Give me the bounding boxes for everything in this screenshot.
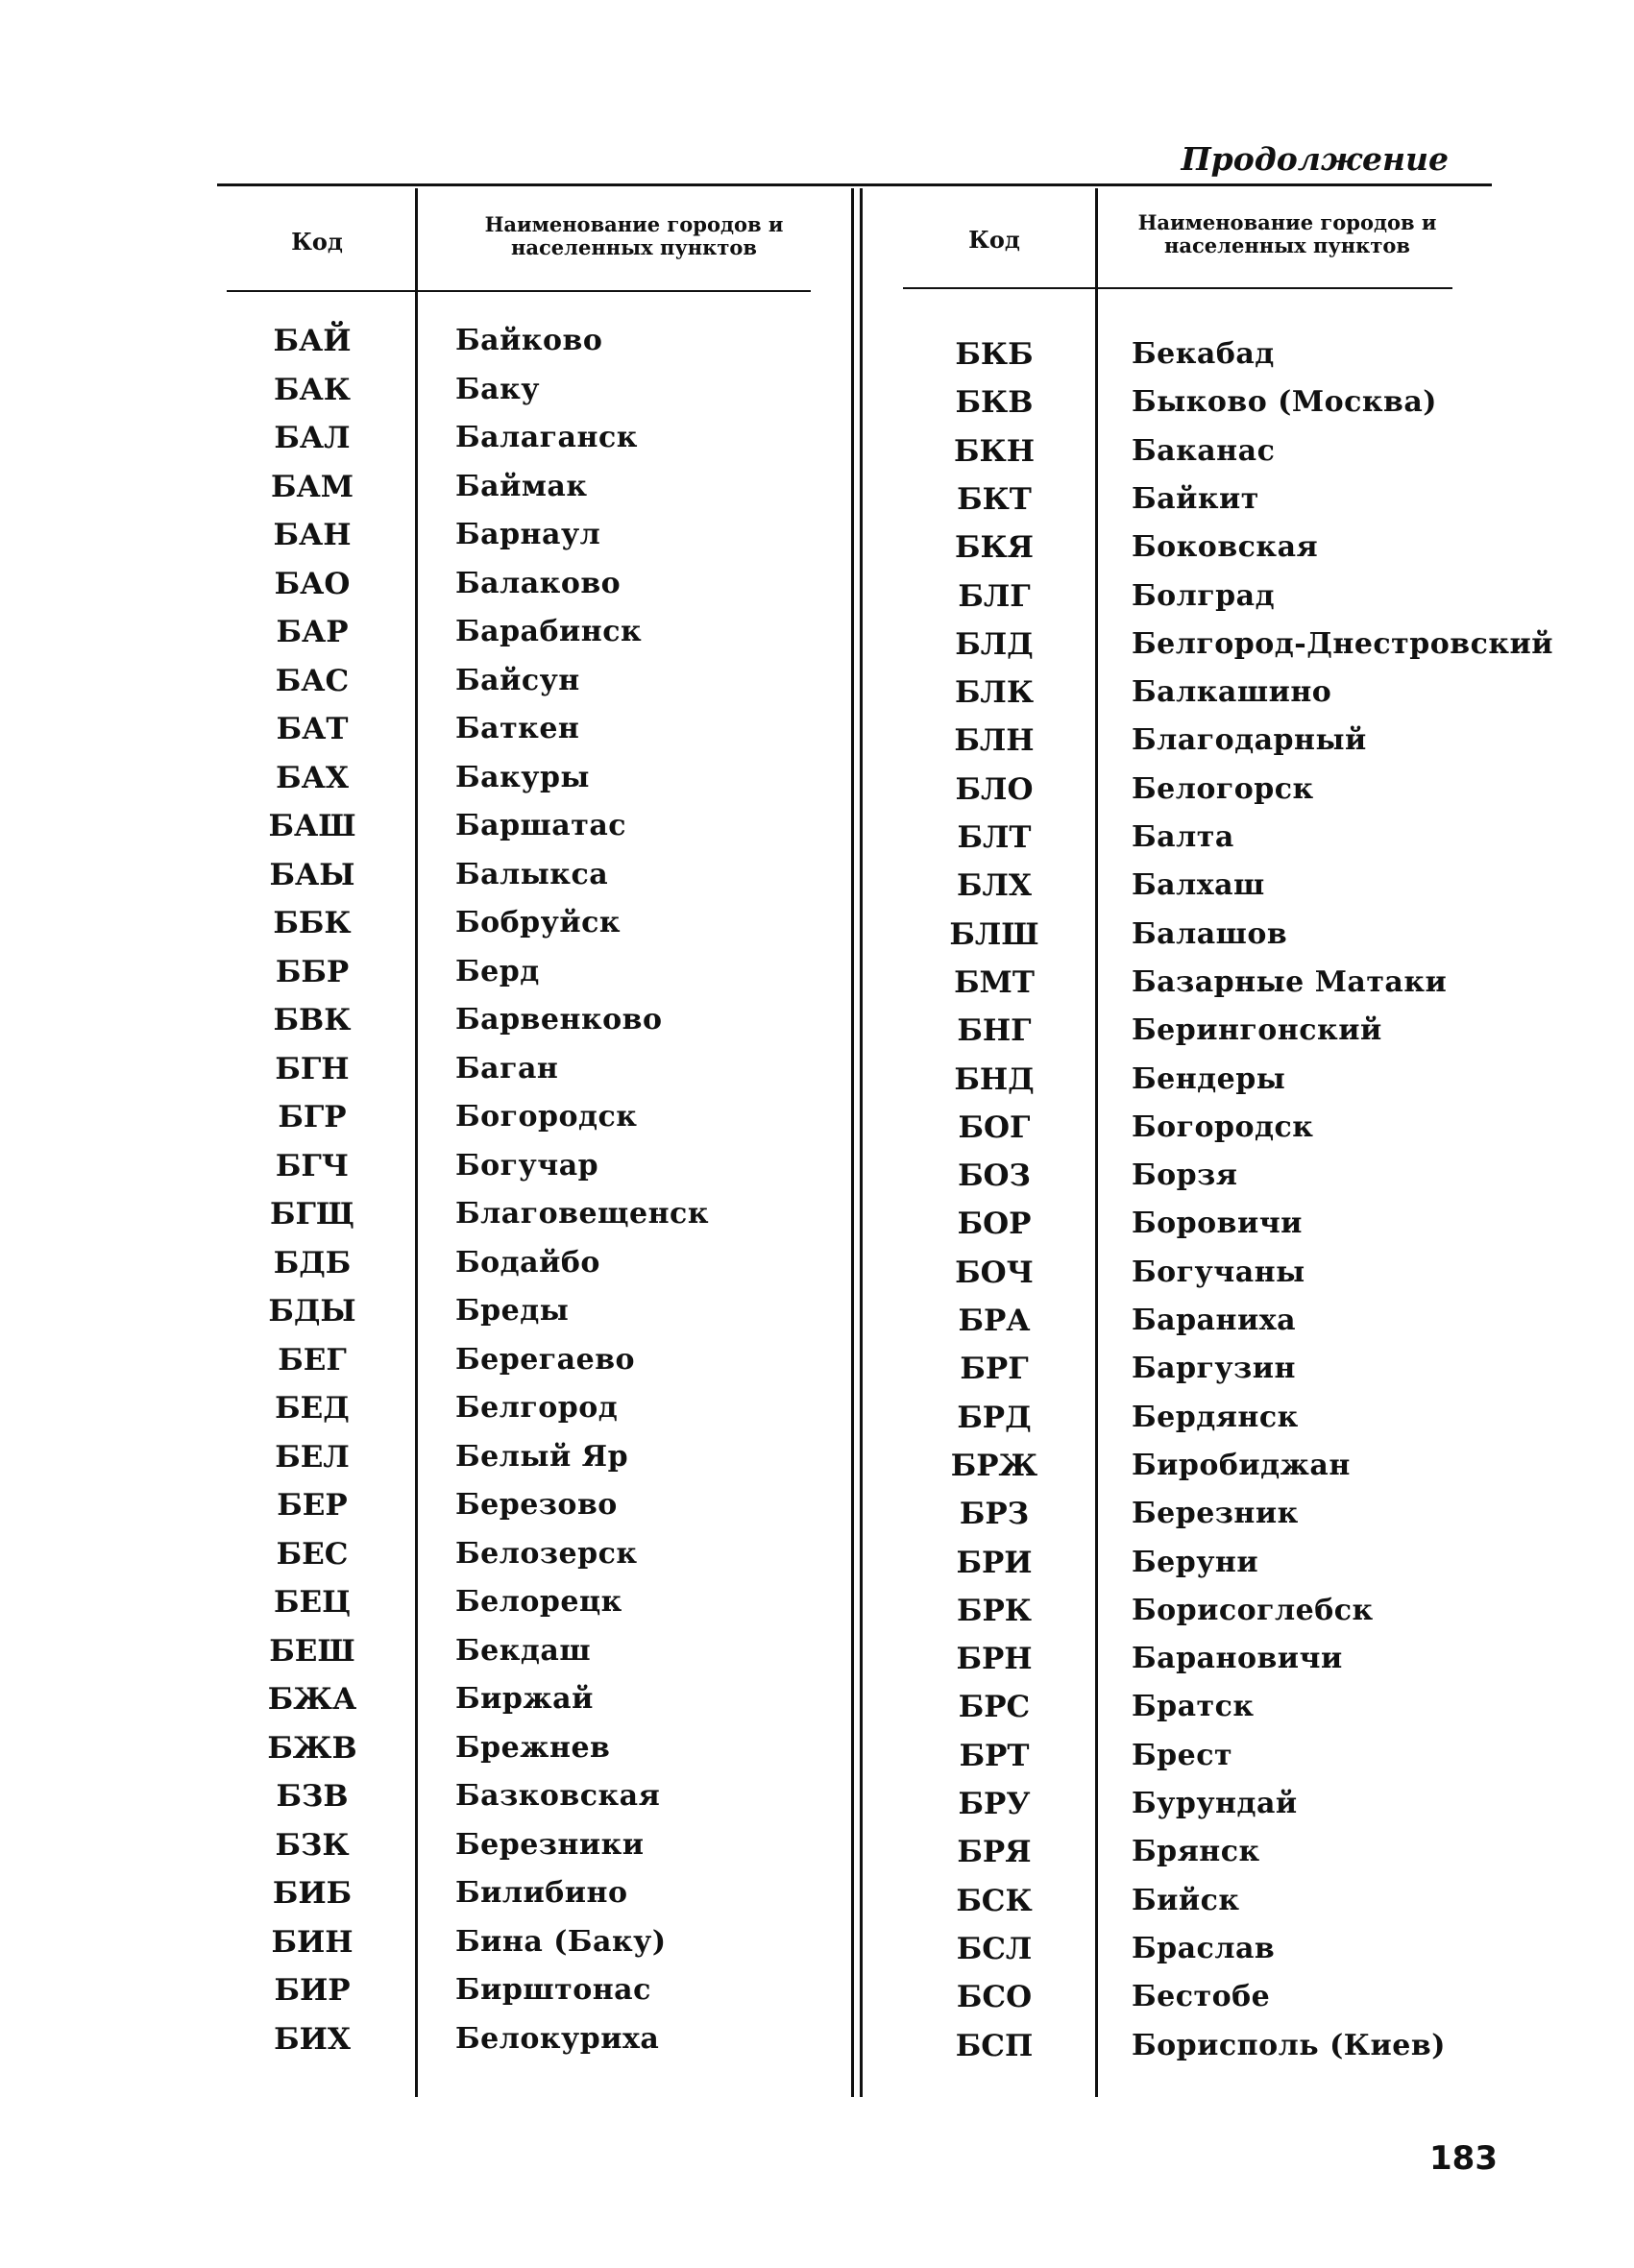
row-name: Базковская	[455, 1779, 661, 1813]
row-name: Боровичи	[1132, 1207, 1303, 1241]
row-code: БВК	[273, 1003, 352, 1037]
row-name: Белгород-Днестровский	[1132, 626, 1554, 661]
row-name: Березово	[455, 1488, 618, 1522]
row-name: Бобруйск	[455, 906, 622, 939]
row-name: Балашов	[1132, 916, 1288, 951]
row-name: Бендеры	[1132, 1061, 1286, 1096]
row-name: Биробиджан	[1132, 1448, 1351, 1482]
row-name: Балаково	[455, 566, 622, 600]
row-code: БЛН	[954, 723, 1035, 759]
row-name: Баткен	[455, 712, 580, 745]
header-name-line1: Наименование городов и	[484, 212, 784, 236]
row-code: БРЯ	[957, 1835, 1032, 1870]
row-name: Баку	[455, 372, 540, 406]
row-code: БДБ	[273, 1245, 352, 1280]
row-name: Барнаул	[455, 518, 601, 551]
row-code: БАО	[274, 566, 351, 601]
row-code: БЕД	[275, 1391, 350, 1426]
row-code: БКН	[954, 433, 1035, 469]
row-code: БАМ	[270, 469, 354, 504]
row-code: БЕЦ	[273, 1585, 352, 1620]
row-name: Богучар	[455, 1148, 599, 1183]
row-name: Бреды	[455, 1294, 570, 1328]
page-number: 183	[1429, 2139, 1498, 2178]
row-name: Благодарный	[1132, 723, 1367, 758]
header-rule-right	[903, 287, 1452, 289]
row-code: БЗК	[275, 1827, 350, 1863]
row-code: БАТ	[276, 712, 349, 746]
row-code: БДЫ	[268, 1294, 356, 1329]
row-code: БСЛ	[956, 1931, 1033, 1966]
row-code: БАЙ	[273, 324, 352, 358]
row-name: Браслав	[1132, 1931, 1276, 1965]
row-name: Борисоглебск	[1132, 1593, 1374, 1627]
row-code: БРА	[958, 1304, 1031, 1338]
row-code: БИР	[274, 1973, 351, 2008]
row-name: Баршатас	[455, 809, 627, 842]
row-name: Бирштонас	[455, 1973, 651, 2007]
row-name: Белозерск	[455, 1536, 638, 1571]
row-code: БЕГ	[278, 1342, 347, 1378]
row-code: БРЖ	[950, 1448, 1038, 1483]
row-name: Балхаш	[1132, 868, 1265, 903]
header-name-line2: населенных пунктов	[1164, 233, 1410, 257]
row-code: БРК	[957, 1593, 1032, 1628]
row-code: БЛХ	[957, 868, 1032, 904]
row-name: Бестобе	[1132, 1980, 1271, 2014]
row-name: Борзя	[1132, 1158, 1238, 1193]
row-code: БАЫ	[269, 857, 355, 892]
row-name: Балаганск	[455, 421, 638, 454]
row-code: БНД	[954, 1061, 1035, 1097]
row-name: Берегаево	[455, 1342, 636, 1377]
row-code: БРТ	[959, 1738, 1030, 1773]
row-name: Бийск	[1132, 1883, 1240, 1917]
row-code: БИХ	[274, 2021, 351, 2057]
header-name-right	[1105, 211, 1470, 257]
row-code: БРС	[958, 1690, 1031, 1725]
row-code: БЛК	[954, 675, 1035, 711]
row-name: Белокуриха	[455, 2021, 660, 2056]
row-code: БГЩ	[270, 1197, 354, 1232]
row-name: Баргузин	[1132, 1352, 1296, 1386]
row-code: ББР	[275, 954, 350, 989]
row-name: Балыкса	[455, 857, 609, 891]
row-code: БИН	[271, 1924, 354, 1960]
row-name: Базарные Матаки	[1132, 964, 1448, 999]
row-code: БЖВ	[267, 1730, 357, 1766]
row-name: Богородск	[1132, 1110, 1314, 1144]
row-name: Берд	[455, 954, 540, 988]
row-code: БНГ	[957, 1013, 1032, 1049]
row-name: Брянск	[1132, 1835, 1260, 1869]
row-name: Байкит	[1132, 481, 1259, 516]
row-code: БАС	[275, 663, 350, 698]
header-name-line2: населенных пунктов	[511, 235, 757, 259]
row-code: БМТ	[954, 964, 1035, 1000]
row-name: Борисполь (Киев)	[1132, 2028, 1446, 2062]
row-code: БСО	[956, 1980, 1033, 2015]
row-name: Белгород	[455, 1391, 619, 1425]
row-name: Бердянск	[1132, 1400, 1299, 1434]
header-rule-left	[227, 290, 811, 292]
column-divider-left	[415, 188, 418, 2097]
row-code: БАШ	[268, 809, 356, 843]
row-name: Барановичи	[1132, 1642, 1343, 1676]
row-name: Бекдаш	[455, 1633, 592, 1668]
row-code: БГР	[278, 1100, 347, 1134]
center-double-rule-a	[851, 188, 854, 2097]
row-code: БОГ	[958, 1110, 1031, 1145]
row-name: Бараниха	[1132, 1304, 1297, 1337]
header-name-left	[423, 213, 845, 259]
row-name: Брежнев	[455, 1730, 611, 1765]
row-name: Балкашино	[1132, 675, 1332, 710]
row-code: БАХ	[276, 760, 349, 795]
row-name: Болград	[1132, 578, 1276, 613]
row-name: Быково (Москва)	[1132, 385, 1438, 420]
row-code: БГН	[275, 1051, 350, 1086]
row-name: Баймак	[455, 469, 588, 503]
row-code: БИБ	[272, 1876, 353, 1911]
row-code: БЛТ	[957, 820, 1032, 855]
row-code: БРЗ	[959, 1497, 1030, 1532]
column-divider-right	[1095, 188, 1098, 2097]
row-code: БЕЛ	[275, 1439, 350, 1475]
row-code: БКВ	[955, 385, 1034, 421]
row-name: Братск	[1132, 1690, 1255, 1724]
row-code: БРД	[957, 1400, 1032, 1435]
row-name: Баканас	[1132, 433, 1276, 468]
row-code: БЖА	[267, 1682, 357, 1717]
row-name: Брест	[1132, 1738, 1233, 1772]
row-name: Белогорск	[1132, 771, 1314, 806]
row-name: Боковская	[1132, 530, 1319, 565]
header-code-left: Код	[291, 228, 343, 256]
row-name: Берингонский	[1132, 1013, 1382, 1048]
row-name: Барабинск	[455, 615, 643, 648]
row-name: Бурундай	[1132, 1787, 1298, 1820]
row-name: Балта	[1132, 820, 1234, 854]
row-name: Барвенково	[455, 1003, 663, 1036]
row-name: Березник	[1132, 1497, 1299, 1531]
row-name: Бакуры	[455, 760, 590, 794]
row-name: Байсун	[455, 663, 580, 697]
top-rule	[217, 183, 1492, 186]
row-code: БКЯ	[954, 530, 1035, 566]
row-name: Билибино	[455, 1876, 628, 1910]
row-name: Бекабад	[1132, 337, 1275, 371]
center-double-rule-b	[860, 188, 863, 2097]
row-code: БОР	[957, 1207, 1032, 1242]
row-name: Благовещенск	[455, 1197, 709, 1231]
continuation-label: Продолжение	[1181, 140, 1449, 178]
row-name: Баган	[455, 1051, 559, 1085]
row-code: БКБ	[955, 337, 1034, 372]
row-name: Белорецк	[455, 1585, 622, 1619]
row-code: БЛГ	[958, 578, 1031, 614]
row-name: Богородск	[455, 1100, 638, 1134]
header-code-right: Код	[968, 226, 1020, 254]
row-code: ББК	[273, 906, 352, 940]
row-code: БЕР	[277, 1488, 348, 1523]
row-code: БЛШ	[949, 916, 1039, 952]
row-code: БЗВ	[276, 1779, 349, 1814]
row-name: Богучаны	[1132, 1255, 1305, 1289]
row-code: БОЗ	[958, 1158, 1031, 1194]
row-code: БРУ	[958, 1787, 1031, 1821]
row-name: Байково	[455, 324, 603, 357]
row-name: Беруни	[1132, 1545, 1259, 1579]
row-name: Бина (Баку)	[455, 1924, 667, 1959]
row-code: БАН	[273, 518, 352, 552]
row-name: Биржай	[455, 1682, 594, 1716]
row-code: БАР	[276, 615, 349, 649]
row-code: БКТ	[957, 481, 1032, 517]
row-code: БРИ	[956, 1545, 1033, 1580]
row-code: БРГ	[960, 1352, 1029, 1387]
row-code: БРН	[956, 1642, 1033, 1677]
row-code: БЕС	[276, 1536, 349, 1572]
row-code: БАЛ	[274, 421, 351, 455]
row-code: БЛД	[955, 626, 1034, 662]
row-code: БЕШ	[269, 1633, 355, 1669]
row-code: БГЧ	[275, 1148, 350, 1183]
row-name: Белый Яр	[455, 1439, 629, 1474]
row-name: Бодайбо	[455, 1245, 600, 1280]
header-name-line1: Наименование городов и	[1137, 210, 1437, 234]
row-code: БСП	[955, 2028, 1034, 2063]
row-name: Березники	[455, 1827, 645, 1862]
row-code: БОЧ	[955, 1255, 1034, 1290]
row-code: БЛО	[955, 771, 1034, 807]
row-code: БСК	[956, 1883, 1033, 1918]
row-code: БАК	[274, 372, 351, 407]
